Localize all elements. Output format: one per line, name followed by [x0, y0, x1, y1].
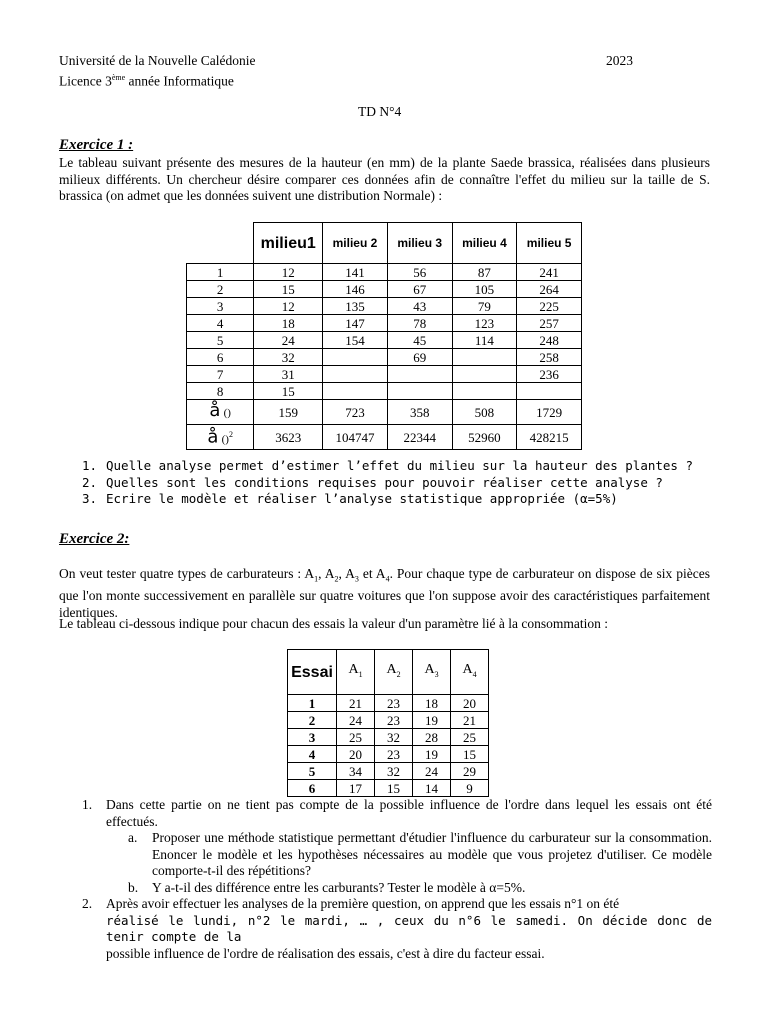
- subquestion-item: [128, 830, 712, 880]
- row-label: 5: [187, 332, 254, 349]
- table-cell: 225: [517, 298, 582, 315]
- sumsq-suffix: (): [221, 433, 229, 446]
- sum-symbol: å: [209, 400, 221, 421]
- table-cell: 159: [254, 400, 323, 425]
- table-cell: 17: [337, 780, 375, 797]
- exercise1-table: [186, 222, 582, 450]
- sumsq-row: [187, 425, 582, 450]
- table-row: [288, 780, 489, 797]
- table-cell: 23: [375, 695, 413, 712]
- table-corner: [187, 223, 254, 264]
- table-cell: 79: [452, 298, 517, 315]
- table-cell: 21: [451, 712, 489, 729]
- col-header: milieu 5: [517, 223, 582, 264]
- university-name: Université de la Nouvelle Calédonie: [59, 53, 256, 68]
- table-row: [288, 763, 489, 780]
- table-cell: 12: [254, 264, 323, 281]
- table-cell: [323, 383, 388, 400]
- table-row: [288, 695, 489, 712]
- table-cell: 43: [387, 298, 452, 315]
- exercise2-intro: [59, 566, 710, 621]
- table-cell: 45: [387, 332, 452, 349]
- table-cell: 52960: [452, 425, 517, 450]
- table-cell: 15: [375, 780, 413, 797]
- row-label: 2: [187, 281, 254, 298]
- question-text: Quelles sont les conditions requises pour pouvoir réaliser cette analyse ?: [106, 474, 663, 490]
- table-cell: 19: [413, 746, 451, 763]
- table-cell: 32: [375, 729, 413, 746]
- sum-row: [187, 400, 582, 425]
- question-text: Dans cette partie on ne tient pas compte de la possible influence de l'ordre dans lequel les essais ont été effectués.: [106, 797, 712, 829]
- table-row: [187, 264, 582, 281]
- table-cell: 29: [451, 763, 489, 780]
- table-cell: 31: [254, 366, 323, 383]
- licence-pre: Licence 3: [59, 73, 112, 89]
- sumsq-row-label: [187, 425, 254, 450]
- table-cell: 147: [323, 315, 388, 332]
- question-text: Quelle analyse permet d’estimer l’effet du milieu sur la hauteur des plantes ?: [106, 458, 693, 473]
- intro-part: . Pour chaque type de carburateur on dispose de six pièces que l'on monte successivement en parallèle sur quatre voitures que l'on suppose avoir des caractéristiques parfaitement identiques.: [59, 566, 710, 620]
- question-item: [82, 458, 712, 475]
- sub-index: 2: [334, 574, 339, 584]
- table-cell: [452, 366, 517, 383]
- col-letter: A: [424, 662, 435, 678]
- row-label: 3: [187, 298, 254, 315]
- table-cell: 78: [387, 315, 452, 332]
- table-cell: 723: [323, 400, 388, 425]
- table-cell: 18: [254, 315, 323, 332]
- intro-part: , A: [338, 566, 355, 581]
- table-cell: [387, 366, 452, 383]
- table-cell: 87: [452, 264, 517, 281]
- intro-part: On veut tester quatre types de carburateurs : A: [59, 566, 315, 581]
- table-cell: 23: [375, 712, 413, 729]
- intro-part: , A: [318, 566, 335, 581]
- licence-post: année Informatique: [125, 73, 234, 89]
- table-cell: 14: [413, 780, 451, 797]
- question-item: [82, 797, 712, 830]
- table-row: [288, 746, 489, 763]
- sub-index: 4: [385, 574, 390, 584]
- table-row: [187, 298, 582, 315]
- table-cell: [452, 349, 517, 366]
- col-header: [337, 650, 375, 695]
- table-cell: 264: [517, 281, 582, 298]
- col-header: milieu1: [254, 223, 323, 264]
- table-cell: 146: [323, 281, 388, 298]
- subquestion-item: [128, 880, 712, 897]
- table-cell: 123: [452, 315, 517, 332]
- question-text: Ecrire le modèle et réaliser l’analyse statistique appropriée (α=5%): [106, 491, 618, 506]
- table-cell: 32: [375, 763, 413, 780]
- question-item: [82, 475, 712, 492]
- table-cell: [517, 383, 582, 400]
- table-cell: 248: [517, 332, 582, 349]
- table-cell: 114: [452, 332, 517, 349]
- question-number: 3.: [82, 491, 98, 506]
- table-cell: 9: [451, 780, 489, 797]
- table-row: [187, 315, 582, 332]
- table-cell: 508: [452, 400, 517, 425]
- row-label: 6: [187, 349, 254, 366]
- table-cell: 15: [451, 746, 489, 763]
- question-number: 1.: [82, 797, 93, 812]
- col-header: [451, 650, 489, 695]
- table-cell: 25: [337, 729, 375, 746]
- table-row: [187, 383, 582, 400]
- table-cell: 21: [337, 695, 375, 712]
- table-cell: 428215: [517, 425, 582, 450]
- table-cell: 104747: [323, 425, 388, 450]
- table-row: [288, 712, 489, 729]
- year: 2023: [606, 53, 633, 68]
- col-header: milieu 4: [452, 223, 517, 264]
- col-header: milieu 2: [323, 223, 388, 264]
- question-item: [82, 896, 712, 962]
- col-header: milieu 3: [387, 223, 452, 264]
- table-cell: 24: [337, 712, 375, 729]
- question-item: [82, 491, 712, 508]
- col-sub: 1: [358, 669, 363, 679]
- table-cell: 1729: [517, 400, 582, 425]
- table-cell: 358: [387, 400, 452, 425]
- table-corner: Essai: [288, 650, 337, 695]
- table-cell: 56: [387, 264, 452, 281]
- table-cell: 28: [413, 729, 451, 746]
- table-header-row: [187, 223, 582, 264]
- col-letter: A: [348, 662, 359, 678]
- row-label: 8: [187, 383, 254, 400]
- row-label: 1: [187, 264, 254, 281]
- table-cell: 258: [517, 349, 582, 366]
- table-cell: 236: [517, 366, 582, 383]
- exercise2-table: [287, 649, 489, 797]
- table-header-row: [288, 650, 489, 695]
- table-cell: [387, 383, 452, 400]
- table-cell: 141: [323, 264, 388, 281]
- table-row: [288, 729, 489, 746]
- table-cell: 20: [337, 746, 375, 763]
- subquestion-text: Y a-t-il des différence entre les carburants? Tester le modèle à α=5%.: [152, 879, 526, 895]
- table-cell: 20: [451, 695, 489, 712]
- table-row: [187, 281, 582, 298]
- col-letter: A: [386, 662, 397, 678]
- row-label: 6: [288, 780, 337, 797]
- table-cell: 15: [254, 281, 323, 298]
- col-letter: A: [462, 662, 473, 678]
- col-header: [375, 650, 413, 695]
- exercise1-title: Exercice 1 :: [59, 137, 134, 153]
- table-cell: 15: [254, 383, 323, 400]
- sum-suffix: (): [223, 407, 231, 419]
- col-sub: 2: [396, 669, 401, 679]
- table-row: [187, 332, 582, 349]
- table-cell: 25: [451, 729, 489, 746]
- table-cell: 135: [323, 298, 388, 315]
- table-cell: 19: [413, 712, 451, 729]
- question-number: 1.: [82, 458, 98, 473]
- question-text-line: réalisé le lundi, n°2 le mardi, … , ceux du n°6 le samedi. On décide donc de tenir compte de la: [106, 912, 712, 944]
- licence-line: [59, 70, 234, 90]
- td-title: TD N°4: [358, 104, 402, 119]
- table-cell: 24: [254, 332, 323, 349]
- row-label: 4: [288, 746, 337, 763]
- row-label: 2: [288, 712, 337, 729]
- row-label: 7: [187, 366, 254, 383]
- table-cell: [323, 349, 388, 366]
- table-cell: 3623: [254, 425, 323, 450]
- question-text-line: Après avoir effectuer les analyses de la première question, on apprend que les essais n°1 on été: [106, 896, 620, 911]
- sub-index: 1: [314, 574, 319, 584]
- subquestion-letter: a.: [128, 830, 138, 845]
- licence-sup: ème: [111, 73, 126, 82]
- table-cell: 24: [413, 763, 451, 780]
- table-cell: [452, 383, 517, 400]
- table-cell: 257: [517, 315, 582, 332]
- table-cell: 22344: [387, 425, 452, 450]
- col-header: [413, 650, 451, 695]
- table-cell: 18: [413, 695, 451, 712]
- subquestion-letter: b.: [128, 879, 139, 895]
- exercise1-intro: Le tableau suivant présente des mesures de la hauteur (en mm) de la plante Saede brassica, réalisées dans plusieurs milieux différents. Un chercheur désire comparer ces données afin de connaître l'effet du milieu sur la taille de S. brassica (on admet que les données suivent une distribution Normale) :: [59, 155, 710, 203]
- col-sub: 3: [434, 669, 439, 679]
- table-cell: 34: [337, 763, 375, 780]
- table-cell: 69: [387, 349, 452, 366]
- exercise1-questions: [82, 458, 712, 508]
- subquestion-text: Proposer une méthode statistique permettant d'étudier l'influence du carburateur sur la consommation. Enoncer le modèle et les hypothèses nécessaires au modèle que vous projetez d'utiliser. Ce modèle comporte-t-il des répétitions?: [152, 830, 712, 878]
- sum-row-label: [187, 400, 254, 425]
- exercise2-title: Exercice 2:: [59, 531, 130, 547]
- row-label: 4: [187, 315, 254, 332]
- question-number: 2.: [82, 896, 93, 911]
- table-cell: 67: [387, 281, 452, 298]
- table-cell: 32: [254, 349, 323, 366]
- exercise2-questions: [82, 797, 712, 962]
- table-cell: 154: [323, 332, 388, 349]
- row-label: 3: [288, 729, 337, 746]
- sumsq-exp: 2: [228, 429, 233, 439]
- table-cell: 23: [375, 746, 413, 763]
- table-cell: 105: [452, 281, 517, 298]
- table-cell: 12: [254, 298, 323, 315]
- table-cell: [323, 366, 388, 383]
- row-label: 1: [288, 695, 337, 712]
- question-text-line: possible influence de l'ordre de réalisation des essais, c'est à dire du facteur essai.: [106, 945, 545, 961]
- intro-part: et A: [358, 566, 386, 581]
- sumsq-symbol: å: [207, 426, 219, 448]
- question-number: 2.: [82, 474, 98, 490]
- table-row: [187, 349, 582, 366]
- table-cell: 241: [517, 264, 582, 281]
- exercise2-intro2: Le tableau ci-dessous indique pour chacun des essais la valeur d'un paramètre lié à la consommation :: [59, 616, 608, 631]
- col-sub: 4: [472, 669, 477, 679]
- row-label: 5: [288, 763, 337, 780]
- table-row: [187, 366, 582, 383]
- sub-index: 3: [354, 574, 359, 584]
